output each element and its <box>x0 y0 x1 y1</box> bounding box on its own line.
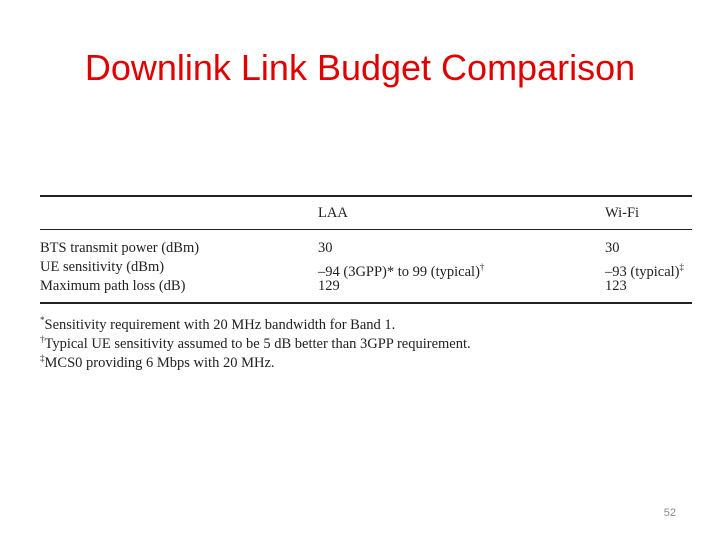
table-header-rule <box>40 229 692 230</box>
header-wifi: Wi-Fi <box>605 205 640 221</box>
table-footnote: ‡MCS0 providing 6 Mbps with 20 MHz. <box>40 353 275 371</box>
cell-laa-max-path-loss: 129 <box>318 278 340 294</box>
page-number: 52 <box>663 507 676 519</box>
footnote-mark-dagger: † <box>479 262 485 272</box>
row-label-max-path-loss: Maximum path loss (dB) <box>40 278 186 294</box>
table-top-rule <box>40 195 692 197</box>
slide-title: Downlink Link Budget Comparison <box>84 47 636 88</box>
cell-wifi-ue-sensitivity: –93 (typical)‡ <box>605 262 684 280</box>
footnote-mark-double-dagger: ‡ <box>679 262 684 272</box>
cell-laa-ue-sensitivity: –94 (3GPP)* to 99 (typical)† <box>318 262 485 280</box>
cell-laa-bts-power: 30 <box>318 240 333 256</box>
cell-wifi-max-path-loss: 123 <box>605 278 627 294</box>
row-label-bts-power: BTS transmit power (dBm) <box>40 240 200 256</box>
table-footnote: *Sensitivity requirement with 20 MHz bandwidth for Band 1. <box>40 315 396 333</box>
cell-wifi-bts-power: 30 <box>605 240 620 256</box>
header-laa: LAA <box>318 205 348 221</box>
table-footnote: †Typical UE sensitivity assumed to be 5 dB better than 3GPP requirement. <box>40 334 471 352</box>
row-label-ue-sensitivity: UE sensitivity (dBm) <box>40 259 165 275</box>
table-bottom-rule <box>40 302 692 304</box>
